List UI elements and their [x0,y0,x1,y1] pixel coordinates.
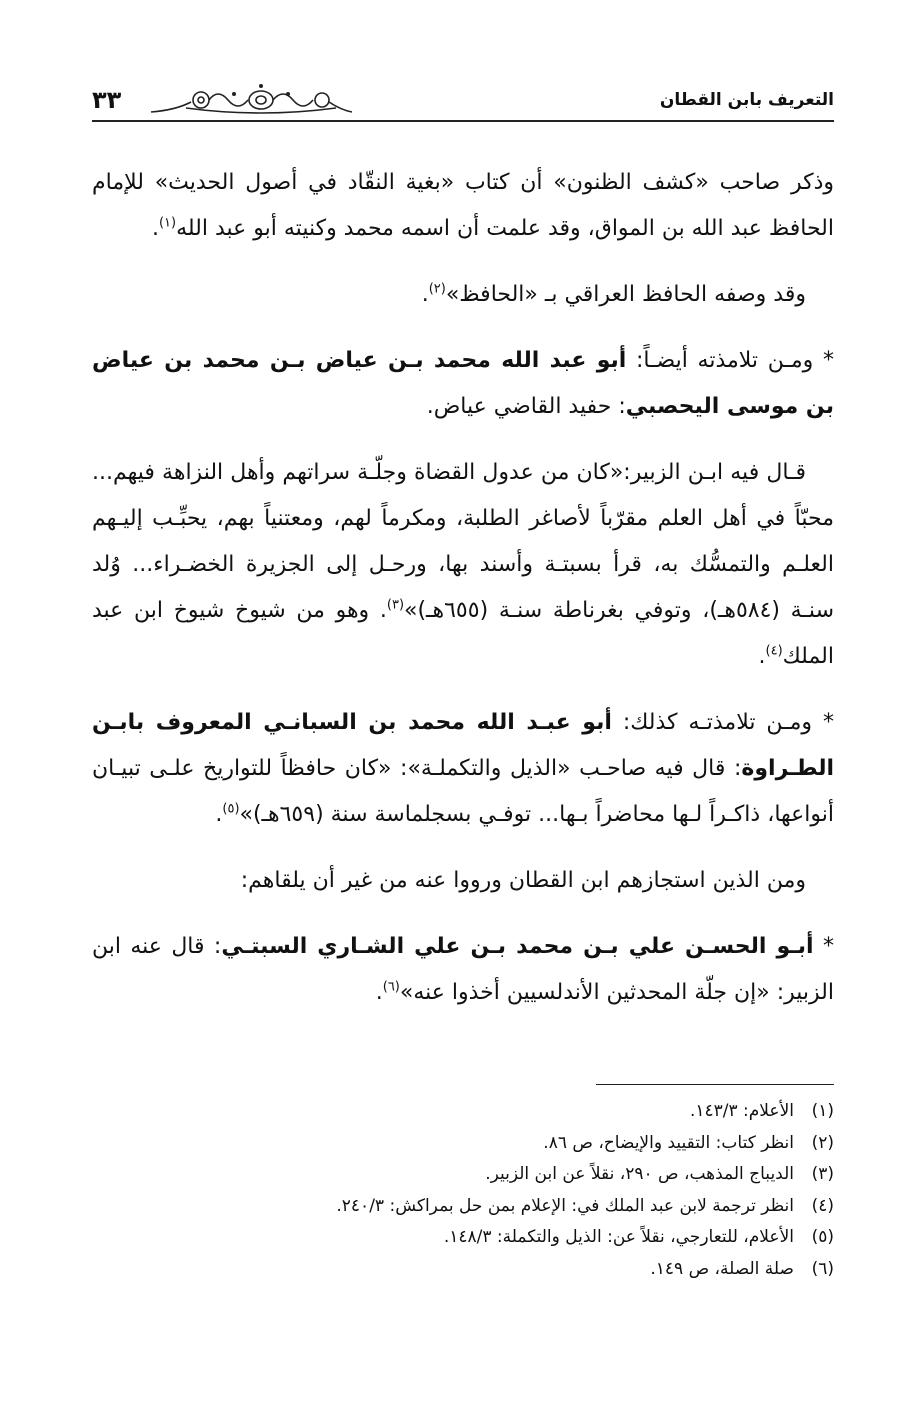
text-run: * ومـن تلامذته أيضـاً: [626,348,834,373]
footnote-item [92,1096,834,1128]
footnote-separator [596,1084,834,1085]
text-run: * [813,934,834,959]
footnote-reference[interactable]: (٦) [382,979,400,995]
paragraph [92,272,834,318]
footnote-reference[interactable]: (٥) [222,801,240,817]
footnote-number: (١) [811,1101,834,1121]
paragraph [92,700,834,838]
text-run: وذكر صاحب «كشف الظنون» أن كتاب «بغية النقّاد في أصول الحديث» للإمام الحافظ عبد الله بن المواق، وقد علمت أن اسمه محمد وكنيته أبو عبد الله [92,170,834,241]
bold-name: أبـو الحسـن علي بـن محمد بـن علي الشـاري السبتـي [221,934,814,959]
text-run: * ومـن تلامذتـه كذلك: [611,710,834,735]
footnote-item [92,1191,834,1223]
paragraph [92,858,834,904]
footnote-text: الديباج المذهب، ص ٢٩٠، نقلاً عن ابن الزبير. [485,1164,794,1184]
bold-name: أبو عبـد الله محمد بن السبانـي المعروف بابـن الطـراوة [92,710,834,781]
text-run: : حفيد القاضي عياض. [426,394,626,419]
footnote-reference[interactable]: (١) [158,215,177,231]
text-run: . [375,980,383,1005]
text-run: . وهو من شيوخ شيوخ ابن عبد الملك [92,598,834,669]
footnote-number: (٥) [811,1227,834,1247]
text-run: : قال فيه صاحـب «الذيل والتكملـة»: «كان حافظاً للتواريخ علـى تبيـان أنواعها، ذاكـراً لـها محاضراً بـها... توفـي بسجلماسة سنة (٦٥٩هـ)» [92,756,834,827]
footnotes [92,1096,834,1285]
footnote-number: (٣) [811,1164,834,1184]
footnote-item [92,1128,834,1160]
text-run: : قال عنه ابن الزبير: «إن جلّة المحدثين الأندلسيين أخذوا عنه» [92,934,834,1005]
text-run: وقد وصفه الحافظ العراقي بـ «الحافظ» [445,282,806,307]
footnote-reference[interactable]: (٢) [428,281,446,297]
footnote-text: الأعلام: ١٤٣/٣. [689,1101,794,1121]
footnote-reference[interactable]: (٤) [765,643,783,659]
page-header [92,78,834,124]
footnote-text: الأعلام، للتعارجي، نقلاً عن: الذيل والتكملة: ١٤٨/٣. [443,1227,794,1247]
running-title: التعريف بابن القطان [659,90,834,110]
footnote-number: (٤) [811,1195,834,1216]
footnote-item [92,1159,834,1191]
paragraph [92,450,834,680]
page-number: ٣٣ [92,86,122,114]
text-run: قـال فيه ابـن الزبير:«كان من عدول القضاة وجلّـة سراتهم وأهل النزاهة فيهم... محبّاً في أهل العلم مقرّباً لأصاغر الطلبة، ومكرماً لهم، ومعتنياً بهم، يحبِّـب إليـهم العلـم والتمسُّك به، قرأ بسبتـة وأسند بها، ورحـل إلى الجزيرة الخضـراء... وُلد سنـة (٥٨٤هـ)، وتوفي بغرناطة سنـة (٦٥٥هـ)» [92,460,834,623]
footnote-text: انظر ترجمة لابن عبد الملك في: الإعلام بمن حل بمراكش: ٢٤٠/٣. [336,1195,794,1216]
main-text [92,160,834,1016]
footnote-reference[interactable]: (٣) [386,597,405,613]
footnote-text: صلة الصلة، ص ١٤٩. [650,1258,794,1279]
header-rule [92,120,834,122]
text-run: . [758,644,766,669]
paragraph [92,338,834,430]
text-run: . [151,216,159,241]
text-run: . [421,282,429,307]
footnote-text: انظر كتاب: التقييد والإيضاح، ص ٨٦. [543,1132,794,1153]
footnote-item [92,1254,834,1286]
paragraph [92,160,834,252]
footnote-number: (٦) [811,1258,834,1279]
header-ornament-icon [146,82,356,118]
text-run: ومن الذين استجازهم ابن القطان ورووا عنه من غير أن يلقاهم: [240,868,806,893]
footnote-number: (٢) [811,1132,834,1153]
paragraph [92,924,834,1016]
text-run: . [215,802,223,827]
footnote-item [92,1222,834,1254]
bold-name: أبو عبد الله محمد بـن عياض بـن محمد بن عياض بن موسى اليحصبي [92,348,834,419]
